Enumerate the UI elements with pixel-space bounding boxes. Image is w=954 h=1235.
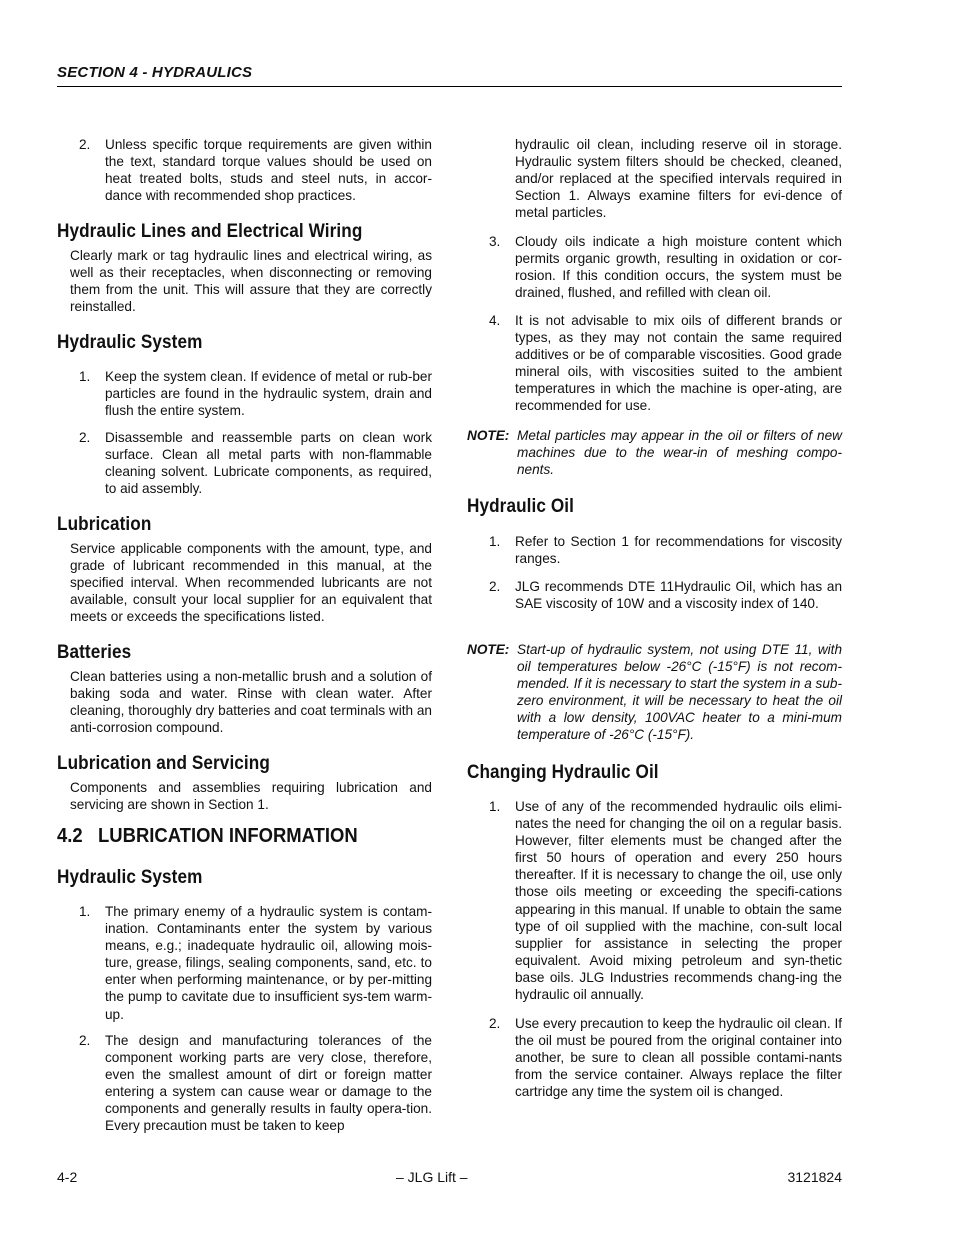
- section-title: SECTION 4 - HYDRAULICS: [57, 64, 253, 81]
- item-number: 3.: [489, 234, 501, 249]
- list-item: [467, 233, 842, 301]
- heading-hydraulic-oil: Hydraulic Oil: [467, 495, 575, 517]
- item-text: Disassemble and reassemble parts on clean work surface. Clean all metal parts with non-flammable cleaning solvent. Lubricate components, as required, to aid assembly.: [105, 430, 432, 497]
- item-text: Keep the system clean. If evidence of metal or rub-ber particles are found in the hydraulic system, drain and flush the entire system.: [105, 369, 432, 419]
- list-item: [57, 429, 432, 497]
- heading-changing-hydraulic-oil: Changing Hydraulic Oil: [467, 761, 659, 783]
- document-number: 3121824: [787, 1169, 842, 1185]
- list-item: [467, 798, 842, 1003]
- note-text: Start-up of hydraulic system, not using DTE 11, with oil temperatures below -26°C (-15°F) is not recom-mended. If it is necessary to start the system in a sub-zero environment, it will be necessary to heat the oil with a low density, 100VAC heater to a mini-mum temperature of -26°C (-15°F).: [517, 642, 842, 743]
- item-text: The design and manufacturing tolerances of the component working parts are very close, therefore, even the smallest amount of dirt or foreign matter entering a system can cause wear or damage to the components and generally results in faulty opera-tion. Every precaution must be taken to keep: [105, 1033, 432, 1134]
- list-item: [57, 1032, 432, 1135]
- item-number: 1.: [79, 904, 91, 919]
- item-number: 1.: [489, 534, 501, 549]
- item-number: 2.: [79, 137, 91, 152]
- item-number: 2.: [79, 430, 91, 445]
- item-number: 2.: [489, 579, 501, 594]
- item-number: 2.: [79, 1033, 91, 1048]
- heading-lubrication-servicing: Lubrication and Servicing: [57, 752, 270, 774]
- continued-text: hydraulic oil clean, including reserve oil in storage. Hydraulic system filters should be checked, cleaned, and/or replaced at the specified intervals required in Section 1. Always examine filters for evi-dence of metal particles.: [515, 137, 842, 221]
- list-item: [57, 136, 432, 204]
- heading-hydraulic-system-2: Hydraulic System: [57, 866, 203, 888]
- item-text: Use every precaution to keep the hydraulic oil clean. If the oil must be poured from the original container into another, be sure to clean all possible contami-nants from the service container. Always replace the filter cartridge any time the system oil is changed.: [515, 1016, 842, 1100]
- list-item: [57, 903, 432, 1023]
- section-heading-lubrication-information: 4.2 LUBRICATION INFORMATION: [57, 824, 358, 847]
- heading-lubrication: Lubrication: [57, 513, 152, 535]
- item-text: It is not advisable to mix oils of different brands or types, as they may not contain the same required additives or be of comparable viscosities. Good grade mineral oils, with viscosities suited to the ambient temperatures in which the machine is oper-ating, are recommended for use.: [515, 313, 842, 414]
- footer-brand: – JLG Lift –: [396, 1169, 468, 1185]
- list-item: [467, 578, 842, 612]
- item-number: 2.: [489, 1016, 501, 1031]
- item-text: Unless specific torque requirements are given within the text, standard torque values should be used on heat treated bolts, studs and steel nuts, in accor-dance with recommended shop practices.: [105, 137, 432, 204]
- page-header: [57, 64, 842, 87]
- note-label: NOTE:: [467, 428, 510, 443]
- list-item: [57, 368, 432, 419]
- heading-batteries: Batteries: [57, 641, 132, 663]
- item-number: 4.: [489, 313, 501, 328]
- list-item: [467, 533, 842, 567]
- heading-hydraulic-system: Hydraulic System: [57, 331, 203, 353]
- item-text: The primary enemy of a hydraulic system is contam-ination. Contaminants enter the system by various means, e.g.; inadequate hydraulic oil, allowing mois-ture, grease, filings, sealing components, sand, etc. to enter when performing maintenance, or by per-mitting the pump to cavitate due to insufficient sys-tem warm-up.: [105, 904, 432, 1022]
- list-item: [467, 312, 842, 415]
- item-text: Use of any of the recommended hydraulic oils elimi-nates the need for changing the oil on a regular basis. However, filter elements must be changed after the first 50 hours of operation and every 250 hours thereafter. If it is necessary to change the oil, use only those oils meeting or exceeding the specifi-cations appearing in this manual. If unable to obtain the same type of oil supplied with the machine, con-sult local supplier for assistance in selecting the proper equivalent. Avoid mixing petroleum and syn-thetic base oils. JLG Industries recommends chang-ing the hydraulic oil annually.: [515, 799, 842, 1003]
- paragraph-hydraulic-lines: Clearly mark or tag hydraulic lines and electrical wiring, as well as their receptacles, when disconnecting or removing them from the unit. This will assure that they are correctly reinstalled.: [70, 248, 432, 315]
- item-text: JLG recommends DTE 11Hydraulic Oil, which has an SAE viscosity of 10W and a viscosity index of 140.: [515, 579, 842, 612]
- item-number: 1.: [79, 369, 91, 384]
- heading-hydraulic-lines: Hydraulic Lines and Electrical Wiring: [57, 220, 363, 242]
- item-number: 1.: [489, 799, 501, 814]
- paragraph-lubrication: Service applicable components with the amount, type, and grade of lubricant recommended in this manual, at the specified interval. When recommended lubricants are not available, consult your local supplier for an equivalent that meets or exceeds the specifications listed.: [70, 541, 432, 625]
- note-label: NOTE:: [467, 642, 510, 657]
- paragraph-lubrication-servicing: Components and assemblies requiring lubrication and servicing are shown in Section 1.: [70, 780, 432, 813]
- note-startup: [467, 641, 842, 744]
- item-text: Cloudy oils indicate a high moisture content which permits organic growth, resulting in oxidation or cor-rosion. If this condition occurs, the system must be drained, flushed, and refilled with clean oil.: [515, 234, 842, 301]
- item-text: Refer to Section 1 for recommendations for viscosity ranges.: [515, 534, 842, 567]
- paragraph-batteries: Clean batteries using a non-metallic brush and a solution of baking soda and water. Rinse with clean water. After cleaning, thoroughly dry batteries and coat terminals with an anti-corrosion compound.: [70, 669, 432, 736]
- note-text: Metal particles may appear in the oil or filters of new machines due to the wear-in of meshing compo-nents.: [517, 428, 842, 478]
- note-metal-particles: [467, 427, 842, 478]
- list-item: [467, 1015, 842, 1100]
- page-number: 4-2: [57, 1169, 78, 1185]
